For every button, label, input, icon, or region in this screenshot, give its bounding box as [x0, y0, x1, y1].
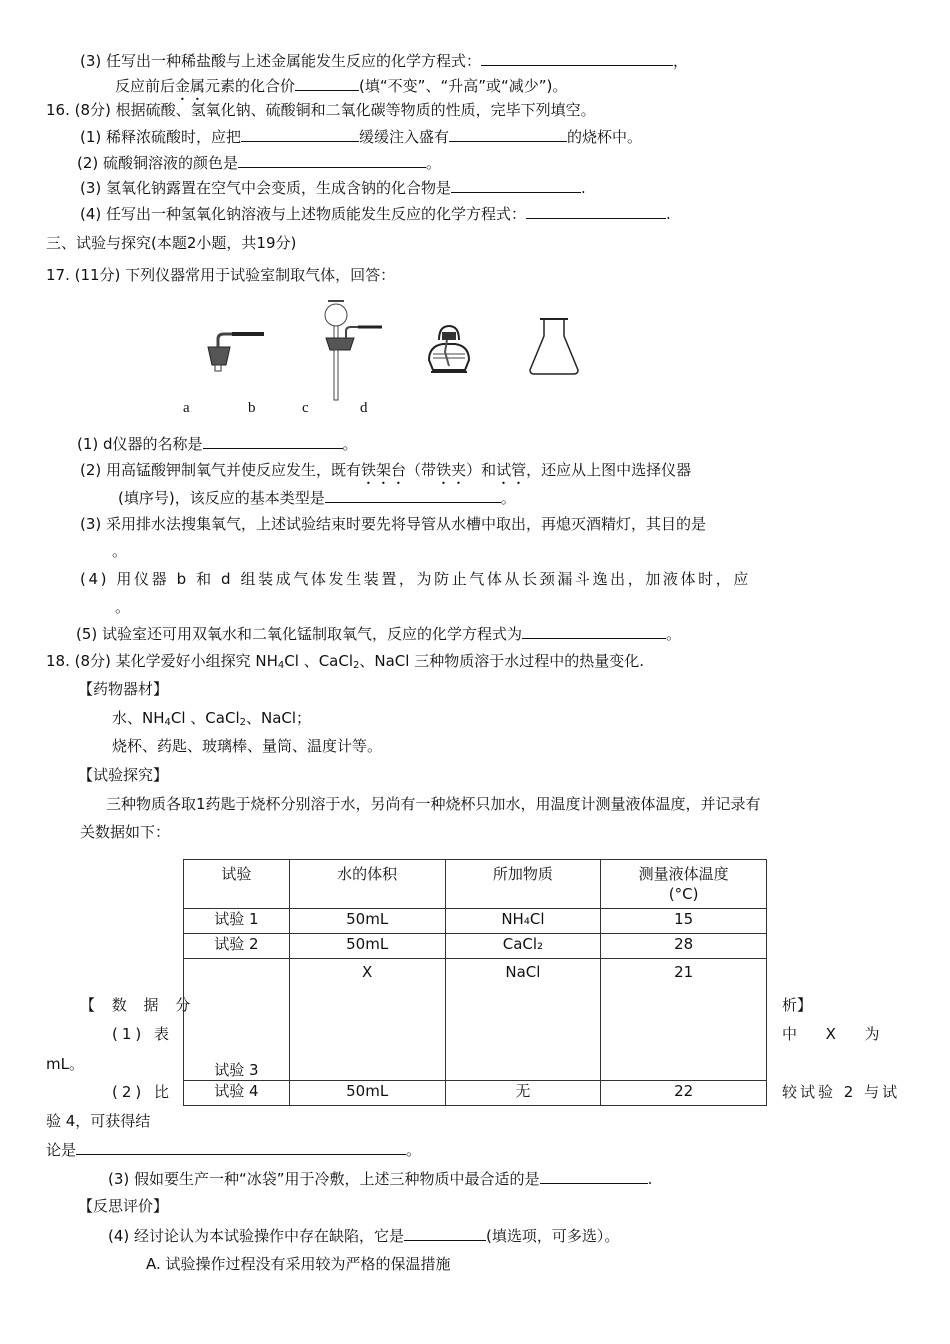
answer-blank[interactable]	[522, 623, 666, 639]
header-experiment: 试验	[184, 860, 290, 909]
section3-title: 三、试验与探究(本题2小题，共19分)	[46, 234, 297, 252]
answer-blank[interactable]	[540, 1168, 648, 1184]
answer-blank[interactable]	[325, 487, 501, 503]
reflect-header: 【反思评价】	[78, 1197, 169, 1215]
materials-equipment: 烧杯、药匙、玻璃棒、量筒、温度计等。	[112, 737, 383, 755]
analysis-2-line2: 验 4，可获得结	[46, 1112, 151, 1130]
table-row: 试验 1 50mL NH₄Cl 15	[184, 909, 767, 934]
materials-chemicals: 水、$NH_4Cl$ 、CaCl$_2$、NaCl；	[112, 709, 312, 728]
answer-blank[interactable]	[481, 50, 673, 66]
q17-part3-end: 。	[112, 542, 128, 560]
analysis-header-left: 【 数 据 分	[80, 996, 197, 1014]
q16-title: 16. (8分) 根据硫酸、氢氧化钠、硫酸铜和二氧化碳等物质的性质，完毕下列填空。	[46, 101, 596, 119]
q17-title: 17. (11分) 下列仪器常用于试验室制取气体，回答：	[46, 266, 396, 284]
analysis-3: (3) 假如要生产一种“冰袋”用于冷敷，上述三种物质中最合适的是 .	[108, 1170, 653, 1188]
answer-blank[interactable]	[241, 126, 359, 142]
header-water-volume: 水的体积	[289, 860, 445, 909]
q17-part2-line2: (填序号)，该反应的基本类型是 。	[118, 489, 516, 507]
materials-header: 【药物器材】	[78, 680, 169, 698]
experiment-data-table	[183, 859, 767, 1106]
q15-part3-line1: (3) 任写出一种稀盐酸与上述金属能发生反应的化学方程式： ，	[80, 52, 689, 70]
q17-part4: (4) 用仪器 b 和 d 组装成气体发生装置，为防止气体从长颈漏斗逸出，加液体时，应	[80, 570, 751, 588]
answer-blank[interactable]	[449, 126, 567, 142]
analysis-2-right: 较试验 2 与试	[782, 1083, 901, 1101]
long-neck-funnel-icon	[318, 298, 388, 403]
analysis-2-left: (2) 比	[112, 1083, 174, 1101]
explore-header: 【试验探究】	[78, 766, 169, 784]
q17-part3: (3) 采用排水法搜集氧气，上述试验结束时要先将导管从水槽中取出，再熄灭酒精灯，其目的是	[80, 515, 707, 533]
q17-part5: (5) 试验室还可用双氧水和二氧化锰制取氧气，反应的化学方程式为 。	[76, 625, 682, 643]
figure-label-a: a	[183, 400, 190, 416]
q17-part2-line1: (2) 用高锰酸钾制氧气并使反应发生，既有铁架台（带铁夹）和试管，还应从上图中选择仪器	[80, 461, 692, 479]
analysis-1-end: mL。	[46, 1055, 84, 1073]
q16-part3: (3) 氢氧化钠露置在空气中会变质，生成含钠的化合物是 .	[80, 179, 586, 197]
q16-part1: (1) 稀释浓硫酸时，应把 缓缓注入盛有 的烧杯中。	[80, 128, 643, 146]
alcohol-lamp-icon	[425, 322, 475, 377]
answer-blank[interactable]	[76, 1139, 406, 1155]
table-row: 试验 3 X NaCl 21	[184, 959, 767, 1081]
option-a: A. 试验操作过程没有采用较为严格的保温措施	[146, 1255, 451, 1273]
header-substance: 所加物质	[445, 860, 601, 909]
table-header-row	[184, 860, 767, 909]
answer-blank[interactable]	[404, 1225, 486, 1241]
table-row: 试验 4 50mL 无 22	[184, 1081, 767, 1106]
q15-part3-line2: 反应前后金属元素的化合价 (填“不变”、“升高”或“减少”)。	[115, 77, 568, 95]
q17-part4-end: 。	[115, 598, 131, 616]
header-temperature: 测量液体温度 (°C)	[601, 860, 767, 909]
q17-part1: (1) d仪器的名称是 。	[77, 435, 358, 453]
figure-label-c: c	[302, 400, 309, 416]
answer-blank[interactable]	[451, 177, 581, 193]
analysis-header-right: 析】	[782, 996, 813, 1014]
figure-label-d: d	[360, 400, 368, 416]
answer-blank[interactable]	[203, 433, 343, 449]
stopper-bent-tube-icon	[200, 325, 270, 375]
analysis-1-right: 中 X 为	[782, 1025, 880, 1043]
table-row: 试验 2 50mL CaCl₂ 28	[184, 934, 767, 959]
analysis-1-left: (1) 表	[112, 1025, 174, 1043]
reflect-4: (4) 经讨论认为本试验操作中存在缺陷，它是 (填选项，可多选）。	[108, 1227, 620, 1245]
analysis-2-line3: 论是 。	[46, 1141, 422, 1159]
q18-title: 18. (8分) 某化学爱好小组探究 $NH_4Cl$ 、CaCl$_2$、NaCl 三种物质溶于水过程中的热量变化.	[46, 652, 644, 671]
explore-text-line2: 关数据如下：	[80, 823, 171, 841]
figure-label-b: b	[248, 400, 256, 416]
explore-text-line1: 三种物质各取1药匙于烧杯分别溶于水，另尚有一种烧杯只加水，用温度计测量液体温度，并记录有	[106, 795, 761, 813]
conical-flask-icon	[526, 316, 582, 378]
q16-part2: (2) 硫酸铜溶液的颜色是 。	[77, 154, 442, 172]
answer-blank[interactable]	[295, 75, 359, 91]
q16-part4: (4) 任写出一种氢氧化钠溶液与上述物质能发生反应的化学方程式： .	[80, 205, 671, 223]
answer-blank[interactable]	[526, 203, 666, 219]
answer-blank[interactable]	[238, 152, 426, 168]
